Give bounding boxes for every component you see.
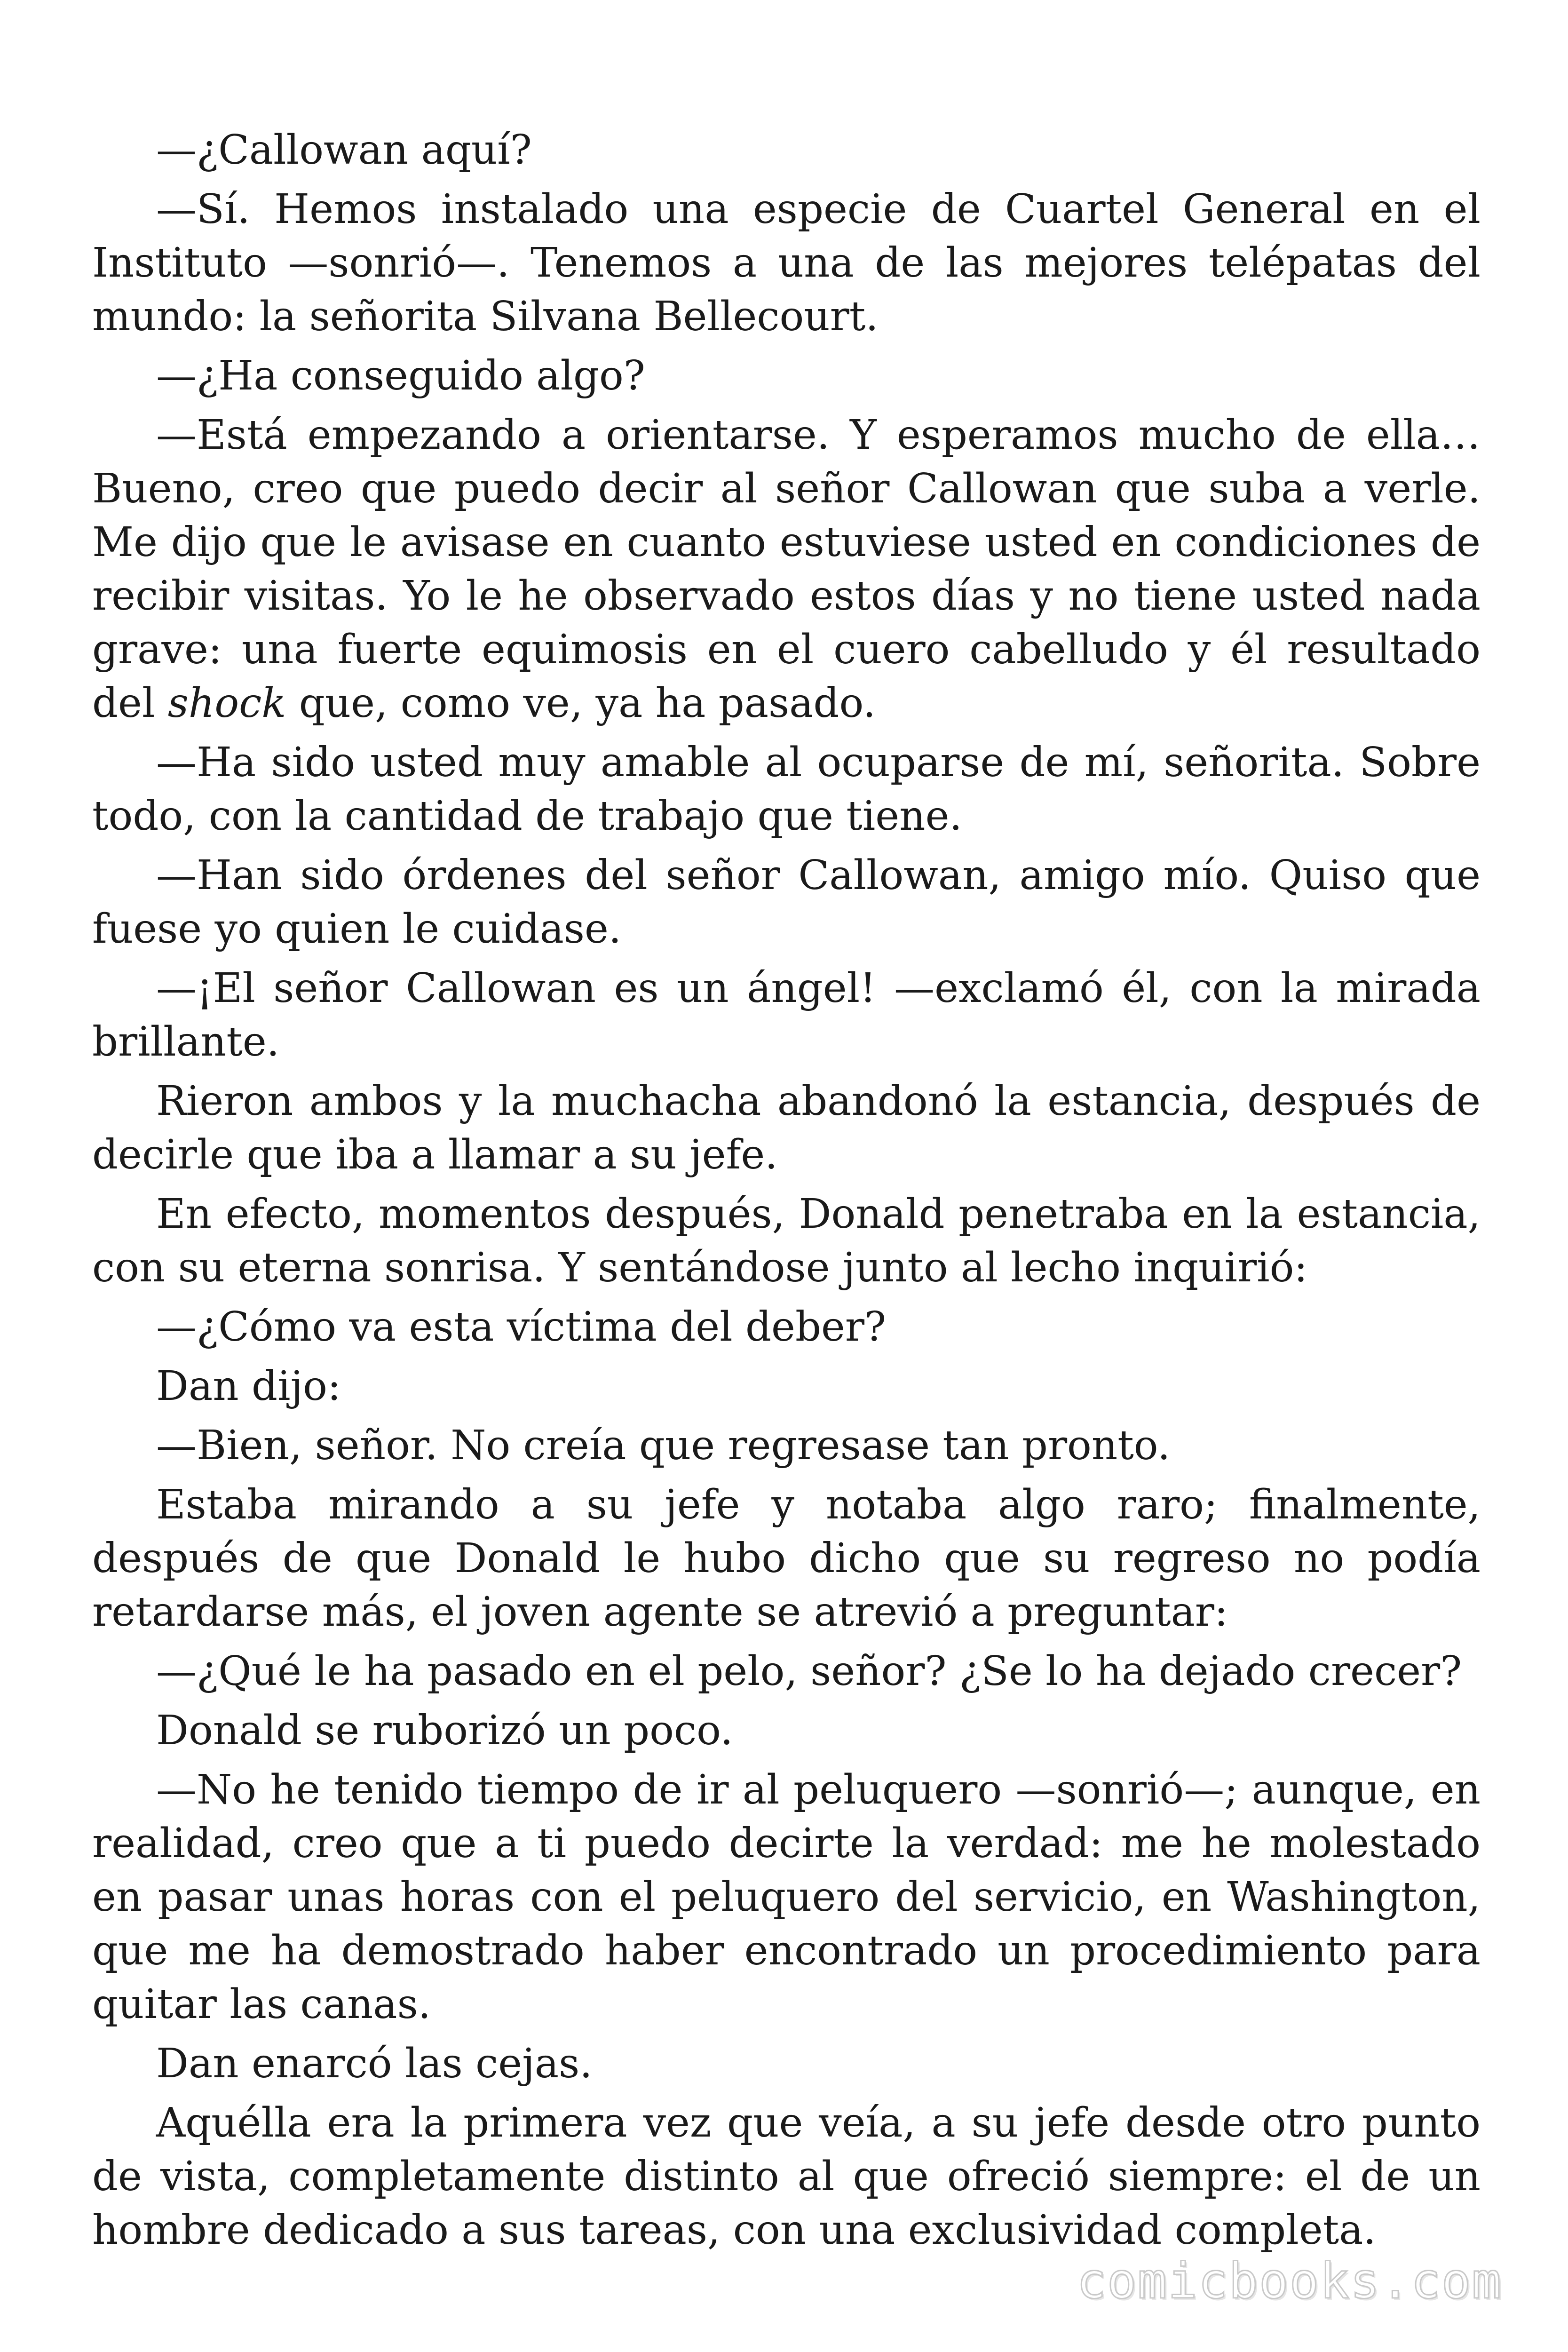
paragraph-4-text-b: que, como ve, ya ha pasado. [299, 680, 876, 727]
paragraph-7: —¡El señor Callowan es un ángel! —exclamó él, con la mirada brillante. [92, 965, 1481, 1065]
paragraph-14: —¿Qué le ha pasado en el pelo, señor? ¿Se lo ha dejado crecer? [156, 1648, 1462, 1695]
paragraph-11: Dan dijo: [156, 1363, 341, 1410]
paragraph-17: Dan enarcó las cejas. [156, 2040, 593, 2087]
paragraph-6: —Han sido órdenes del señor Callowan, amigo mío. Quiso que fuese yo quien le cuidase. [92, 852, 1481, 953]
paragraph-10: —¿Cómo va esta víctima del deber? [156, 1303, 887, 1351]
paragraph-12: —Bien, señor. No creía que regresase tan pronto. [156, 1422, 1171, 1469]
paragraph-5: —Ha sido usted muy amable al ocuparse de mí, señorita. Sobre todo, con la cantidad de trabajo que tiene. [92, 739, 1481, 840]
watermark-logo: comicbooks.com [1077, 2252, 1502, 2310]
paragraph-18: Aquélla era la primera vez que veía, a su jefe desde otro punto de vista, completamente distinto al que ofreció siempre: el de un hombre dedicado a sus tareas, con una exclusividad completa. [92, 2099, 1481, 2254]
paragraph-13: Estaba mirando a su jefe y notaba algo raro; finalmente, después de que Donald le hubo dicho que su regreso no podía retardarse más, el joven agente se atrevió a preguntar: [92, 1481, 1481, 1636]
paragraph-15: Donald se ruborizó un poco. [156, 1707, 733, 1754]
paragraph-9: En efecto, momentos después, Donald penetraba en la estancia, con su eterna sonrisa. Y sentándose junto al lecho inquirió: [92, 1191, 1481, 1291]
paragraph-3: —¿Ha conseguido algo? [156, 352, 645, 399]
paragraph-4-italic-word: shock [167, 680, 286, 727]
paragraph-2: —Sí. Hemos instalado una especie de Cuartel General en el Instituto —sonrió—. Tenemos a una de las mejores telépatas del mundo: la señorita Silvana Bellecourt. [92, 186, 1481, 340]
paragraph-4 [92, 408, 1481, 730]
paragraph-1: —¿Callowan aquí? [156, 127, 532, 174]
book-page-text [92, 123, 1481, 2263]
paragraph-4-text-a: —Está empezando a orientarse. Y esperamos mucho de ella… Bueno, creo que puedo decir al señor Callowan que suba a verle. Me dijo que le avisase en cuanto estuviese usted en condiciones de recibir visitas. Yo le he observado estos días y no tiene usted nada grave: una fuerte equimosis en el cuero cabelludo y él resultado del [92, 412, 1481, 727]
paragraph-8: Rieron ambos y la muchacha abandonó la estancia, después de decirle que iba a llamar a su jefe. [92, 1078, 1481, 1178]
paragraph-16: —No he tenido tiempo de ir al peluquero —sonrió—; aunque, en realidad, creo que a ti puedo decirte la verdad: me he molestado en pasar unas horas con el peluquero del servicio, en Washington, que me ha demostrado haber encontrado un procedimiento para quitar las canas. [92, 1766, 1481, 2028]
